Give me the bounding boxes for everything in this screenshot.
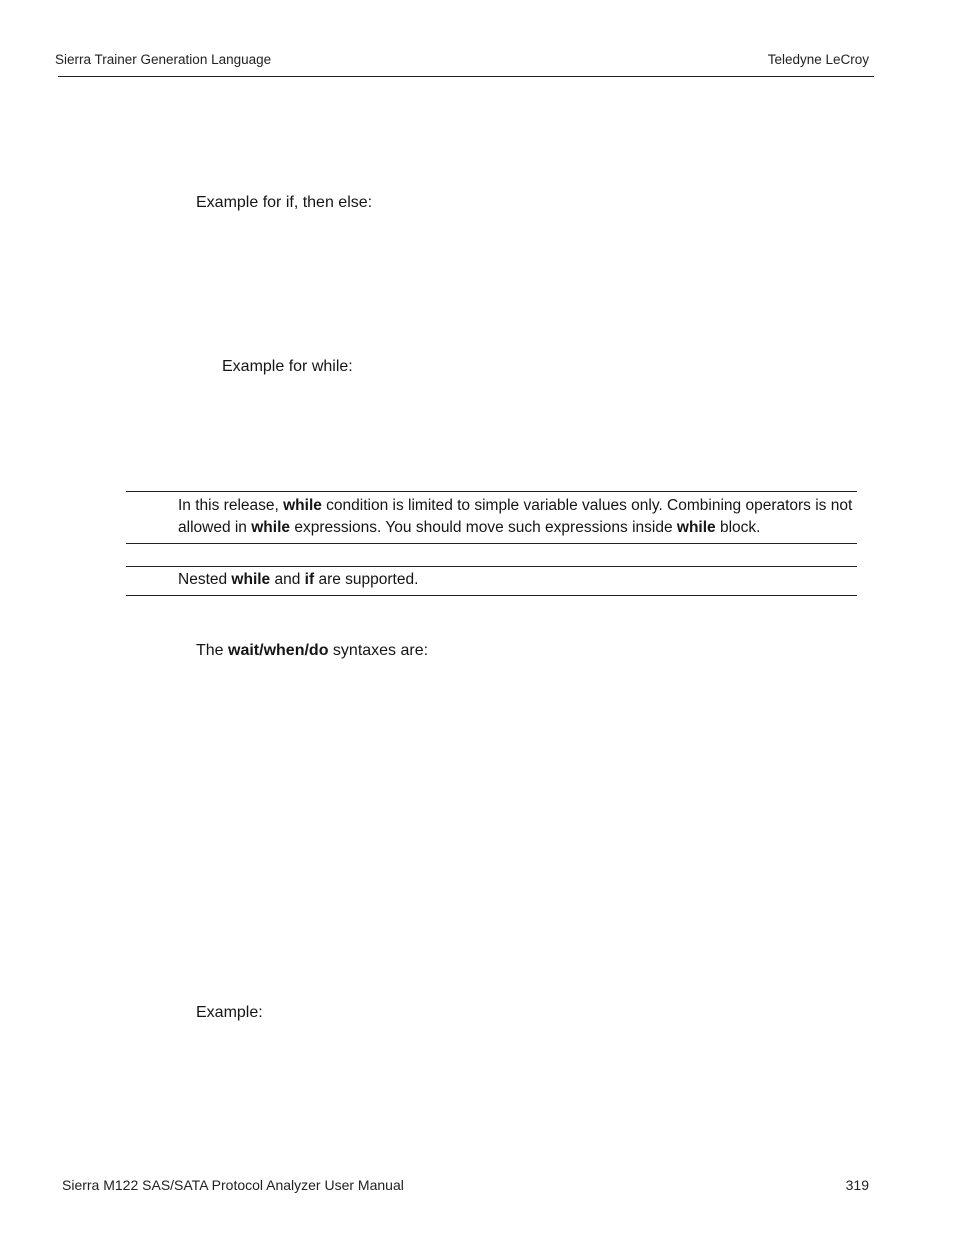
example-if-label: Example for if, then else: <box>196 194 373 211</box>
page-number: 319 <box>845 1177 869 1193</box>
header-company: Teledyne LeCroy <box>767 52 869 67</box>
footer-manual-title: Sierra M122 SAS/SATA Protocol Analyzer User Manual <box>62 1177 404 1193</box>
example-label: Example: <box>196 1004 263 1021</box>
header-divider <box>58 76 874 77</box>
note1-top-rule <box>126 491 857 492</box>
example-while-label: Example for while: <box>222 358 353 375</box>
note1-bottom-rule <box>126 543 857 544</box>
wait-when-do-syntax-intro: The wait/when/do syntaxes are: <box>196 642 429 659</box>
note-nested-supported: Nested while and if are supported. <box>178 571 419 588</box>
note-while-limitation: In this release, while condition is limited to simple variable values only. Combining operators is not allowed in while expressions. You should move such expressions inside while block. <box>178 497 853 536</box>
note2-bottom-rule <box>126 595 857 596</box>
note2-top-rule <box>126 566 857 567</box>
header-title: Sierra Trainer Generation Language <box>55 52 272 67</box>
